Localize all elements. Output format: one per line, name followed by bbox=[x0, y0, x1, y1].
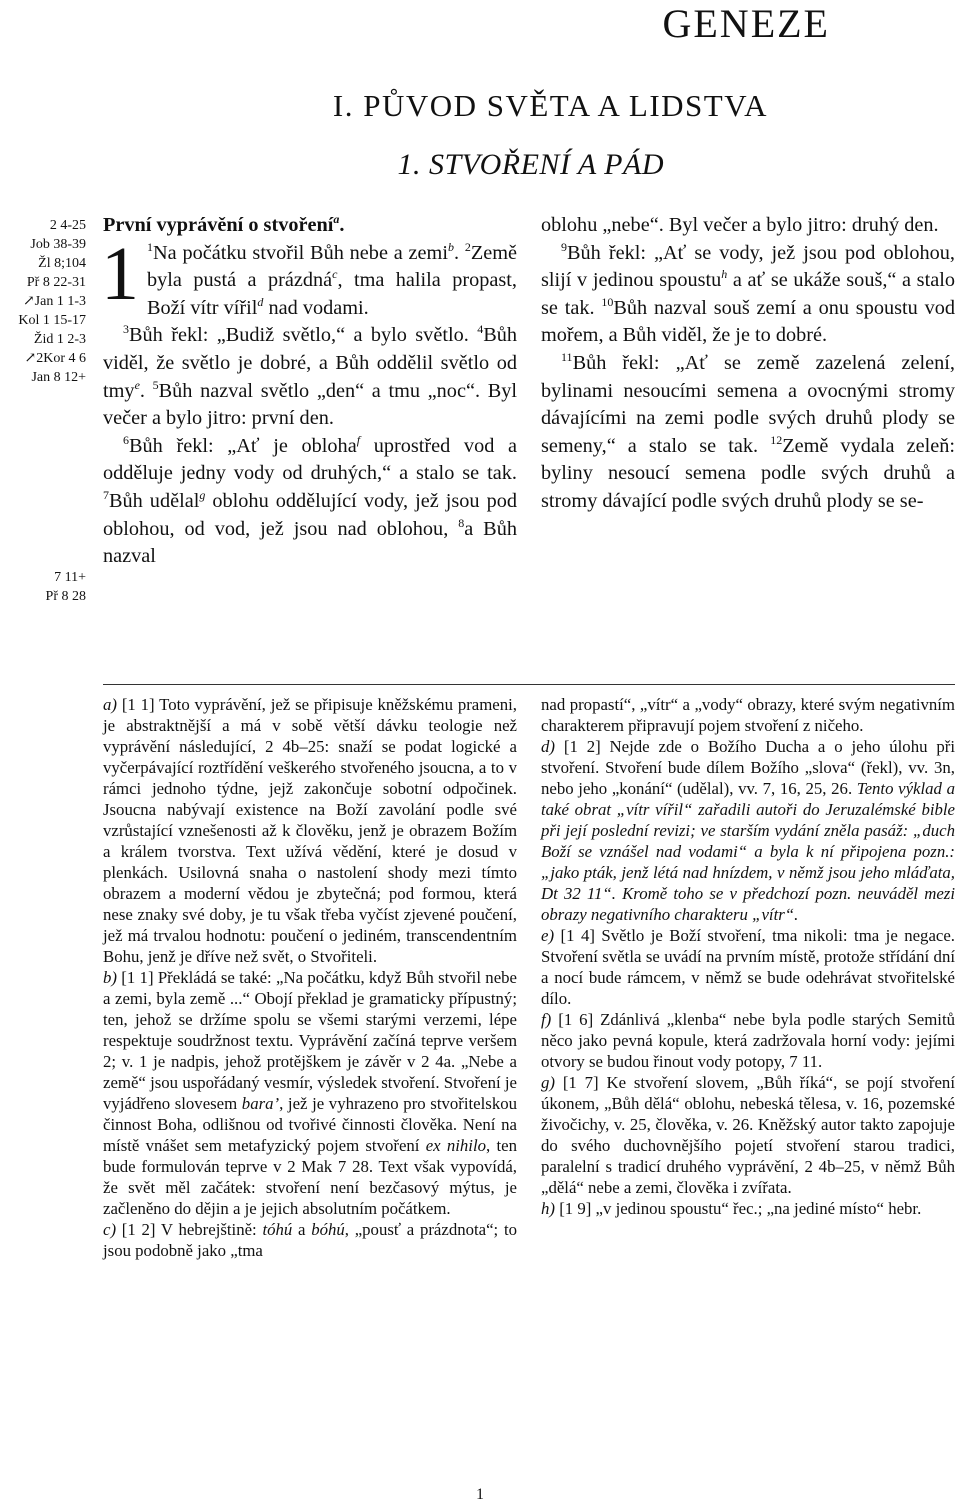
margin-ref[interactable]: Job 38-39 bbox=[30, 237, 86, 252]
footnote-b: b) [1 1] Překládá se také: „Na počátku, když Bůh stvořil nebe a zemi, byla země ...“ Obojí překlad je gramaticky přípustný; ten, jehož se držíme spolu se všemi starými verzemi, lépe respektuje soudržnost textu. Vyprávění začíná teprve veršem 2; v. 1 je nadpis, jehož protějškem je závěr v 2 4a. „Nebe a země“ jsou uspořádaný vesmír, výsledek stvoření. Stvoření je vyjádřeno slovesem bara’, jež je vyhrazeno pro stvořitelskou činnost Boha, odlišnou od tvořivé činnosti člověka. Není na místě vnášet sem metafyzický pojem stvoření ex nihilo, ten bude formulován teprve v 2 Mak 7 28. Text však vypovídá, že svět měl začátek: stvoření není bezčasový mýtus, je začleněno do dějin a je jejich absolutním počátkem. bbox=[103, 968, 517, 1218]
footnote-d: d) [1 2] Nejde zde o Božího Ducha a o jeho úlohu při stvoření. Stvoření bude dílem Božího „slova“ (řekl), vv. 3n, nebo jeho „konání“ (udělal), vv. 7, 16, 25, 26. Tento výklad a také obrat „vítr vířil“ zařadili autoři do Jeruzalémské bible při její poslední revizi; ve starším vydání zněla pasáž: „duch Boží se vznášel nad vodami“ a byla k ní připojena pozn.: „jako pták, jenž létá nad hnízdem, v němž jsou jeho mláďata, Dt 32 11“. Kromě toho se v předchozí pozn. neuváděl mezi obrazy negativního charakteru „vítr“. bbox=[541, 737, 955, 924]
text-column-left bbox=[103, 212, 517, 571]
verses-9-10: $^9$Bůh řekl: „Ať se vody, jež jsou pod oblohou, slijí v jedinou spoustu$^h$ a ať se ukáže souš,“ a stalo se tak. $^{10}$Bůh nazval souš zemí a onu spoustu vod mořem, a Bůh viděl, že je to dobré. bbox=[541, 239, 956, 347]
footnote-h: h) [1 9] „v jedinou spoustu“ řec.; „na jediné místo“ hebr. bbox=[541, 1199, 922, 1218]
footnote-a: a) [1 1] Toto vyprávění, jež se připisuje kněžskému prameni, je abstraktnější a má v sobě větší dávku teologie než vyprávění následující, 2 4b–25: snaží se podat logické a vyčerpávající roztřídění veškerého stvořeného jsoucna, a to v rámci jednoho týdne, jejž zakončuje sobotní odpočinek. Jsoucna nabývají existence na Boží zavolání podle své vzrůstající vznešenosti až k člověku, jenž je obrazem Božím a králem tvorstva. Text užívá vědění, které je dosud v plenkách. Usilovná snaha o nastolení shody mezi tímto obrazem a moderní vědou je zbytečná; pod formou, která nese znaky své doby, je tu však třeba vyčíst zjevené poučení, jež má trvalou hodnotu: poučení o jediném, transcendentním Bohu, jenž je dříve než svět, o Stvořiteli. bbox=[103, 695, 518, 966]
verse-8-end: oblohu „nebe“. Byl večer a bylo jitro: druhý den. bbox=[541, 214, 939, 236]
margin-ref[interactable]: 2 4-25 bbox=[49, 218, 86, 233]
margin-references-bottom bbox=[0, 568, 86, 606]
page-number: 1 bbox=[476, 1486, 484, 1503]
margin-ref[interactable]: Př 8 28 bbox=[45, 589, 86, 604]
margin-references-top bbox=[0, 216, 86, 387]
footnote-g: g) [1 7] Ke stvoření slovem, „Bůh říká“, se pojí stvoření úkonem, „Bůh dělá“ oblohu, nebeská tělesa, v. 16, pozemské živočichy, v. 25, člověka, v. 26. Kněžský autor takto zapojuje do svého duchovnějšího pojetí stvoření starou tradici, paralelní s tradicí druhého vyprávění, 2 4b–25, v němž Bůh „dělá“ nebe a zemi, člověka i zvířata. bbox=[541, 1073, 955, 1197]
book-title: GENEZE bbox=[662, 1, 830, 46]
margin-ref[interactable]: Žl 8;104 bbox=[38, 256, 86, 271]
footnote-e: e) [1 4] Světlo je Boží stvoření, tma nikoli: tma je negace. Stvoření světla se uvádí na prvním místě, protože střídání dní a nocí bude rámcem, v němž se bude odehrávat stvořitelské dílo. bbox=[541, 926, 955, 1008]
footnotes-left bbox=[103, 694, 517, 1261]
text-column-right bbox=[541, 212, 955, 516]
footnote-f: f) [1 6] Zdánlivá „klenba“ nebe byla podle starých Semitů něco jako pevná kopule, která zadržovala horní vody: jejími otvory se budou řinout vody potopy, 7 11. bbox=[541, 1010, 955, 1071]
verses-3-5: $^3$Bůh řekl: „Budiž světlo,“ a bylo světlo. $^4$Bůh viděl, že světlo je dobré, a Bůh oddělil světlo od tmy$^e$. $^5$Bůh nazval světlo „den“ a tmu „noc“. Byl večer a bylo jitro: první den. bbox=[103, 322, 517, 430]
margin-ref[interactable]: ↗Jan 1 1-3 bbox=[22, 294, 86, 309]
margin-ref[interactable]: ↗2Kor 4 6 bbox=[24, 351, 86, 366]
footnotes-right bbox=[541, 694, 955, 1219]
chapter-number: 1 bbox=[101, 231, 139, 316]
part-title: I. PŮVOD SVĚTA A LIDSTVA bbox=[332, 88, 768, 123]
margin-ref[interactable]: Jan 8 12+ bbox=[31, 370, 86, 385]
section-title: 1. STVOŘENÍ A PÁD bbox=[397, 148, 664, 181]
verses-6-8: $^6$Bůh řekl: „Ať je obloha$^f$ uprostřed vod a odděluje jedny vody od druhých,“ a stalo se tak. $^7$Bůh udělal$^g$ oblohu oddělující vody, jež jsou pod oblohou, od vod, jež jsou nad oblohou, $^8$a Bůh nazval bbox=[103, 432, 518, 568]
margin-ref[interactable]: Př 8 22-31 bbox=[26, 275, 86, 290]
pericope-heading: První vyprávění o stvoření$^a$. bbox=[103, 212, 345, 236]
footnote-divider bbox=[103, 684, 955, 685]
footnote-c-continued: nad propastí“, „vítr“ a „vody“ obrazy, které svým negativním charakterem připravují pojem stvoření z ničeho. bbox=[541, 695, 955, 735]
margin-ref[interactable]: Kol 1 15-17 bbox=[18, 313, 86, 328]
footnote-c: c) [1 2] V hebrejštině: tóhú a bóhú, „pousť a prázdnota“; to jsou podobně jako „tma bbox=[103, 1220, 518, 1260]
verses-1-2: 1 $^1$Na počátku stvořil Bůh nebe a zemi$^b$. $^2$Země byla pustá a prázdná$^c$, tma halila propast, Boží vítr vířil$^d$ nad vodami. bbox=[101, 231, 517, 319]
margin-ref[interactable]: Žid 1 2-3 bbox=[33, 332, 86, 347]
margin-ref[interactable]: 7 11+ bbox=[54, 570, 86, 585]
verses-11-12: $^{11}$Bůh řekl: „Ať se země zazelená zelení, bylinami nesoucími semena a ovocnými stromy dávajícími na zemi podle svých druhů plody se semeny,“ a stalo se tak. $^{12}$Země vydala zeleň: byliny nesoucí semena podle svých druhů a stromy dávající podle svých druhů plody se se- bbox=[541, 350, 955, 512]
